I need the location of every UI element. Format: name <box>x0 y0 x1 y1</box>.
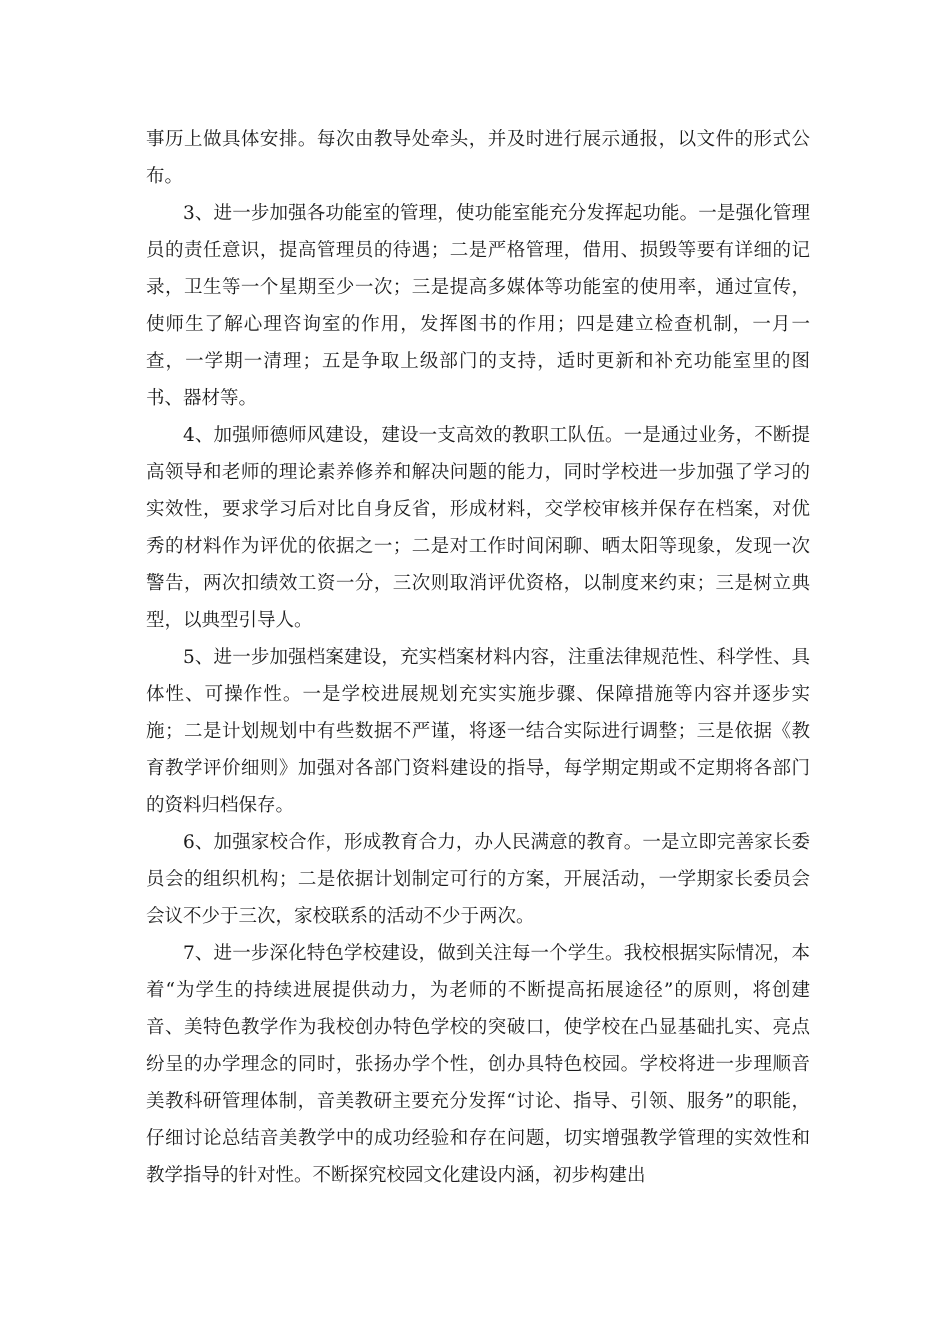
paragraph-item-3: 3、进一步加强各功能室的管理，使功能室能充分发挥起功能。一是强化管理员的责任意识，提高管理员的待遇；二是严格管理，借用、损毁等要有详细的记录，卫生等一个星期至少一次；三是提高多媒体等功能室的使用率，通过宣传，使师生了解心理咨询室的作用，发挥图书的作用；四是建立检查机制，一月一查，一学期一清理；五是争取上级部门的支持，适时更新和补充功能室里的图书、器材等。 <box>146 203 810 409</box>
paragraph-continuation: 事历上做具体安排。每次由教导处牵头，并及时进行展示通报，以文件的形式公布。 <box>146 129 810 187</box>
paragraph-item-6: 6、加强家校合作，形成教育合力，办人民满意的教育。一是立即完善家长委员会的组织机构；二是依据计划制定可行的方案，开展活动，一学期家长委员会会议不少于三次，家校联系的活动不少于两次。 <box>146 832 810 927</box>
paragraph-item-5: 5、进一步加强档案建设，充实档案材料内容，注重法律规范性、科学性、具体性、可操作性。一是学校进展规划充实实施步骤、保障措施等内容并逐步实施；二是计划规划中有些数据不严谨，将逐一结合实际进行调整；三是依据《教育教学评价细则》加强对各部门资料建设的指导，每学期定期或不定期将各部门的资料归档保存。 <box>146 647 810 816</box>
paragraph-item-4: 4、加强师德师风建设，建设一支高效的教职工队伍。一是通过业务，不断提高领导和老师的理论素养修养和解决问题的能力，同时学校进一步加强了学习的实效性，要求学习后对比自身反省，形成材料，交学校审核并保存在档案，对优秀的材料作为评优的依据之一；二是对工作时间闲聊、晒太阳等现象，发现一次警告，两次扣绩效工资一分，三次则取消评优资格，以制度来约束；三是树立典型，以典型引导人。 <box>146 425 810 631</box>
document-body <box>146 121 810 1194</box>
paragraph-item-7: 7、进一步深化特色学校建设，做到关注每一个学生。我校根据实际情况，本着“为学生的持续进展提供动力，为老师的不断提高拓展途径”的原则，将创建音、美特色教学作为我校创办特色学校的突破口，使学校在凸显基础扎实、亮点纷呈的办学理念的同时，张扬办学个性，创办具特色校园。学校将进一步理顺音美教科研管理体制，音美教研主要充分发挥“讨论、指导、引领、服务”的职能，仔细讨论总结音美教学中的成功经验和存在问题，切实增强教学管理的实效性和教学指导的针对性。不断探究校园文化建设内涵，初步构建出 <box>146 943 810 1186</box>
